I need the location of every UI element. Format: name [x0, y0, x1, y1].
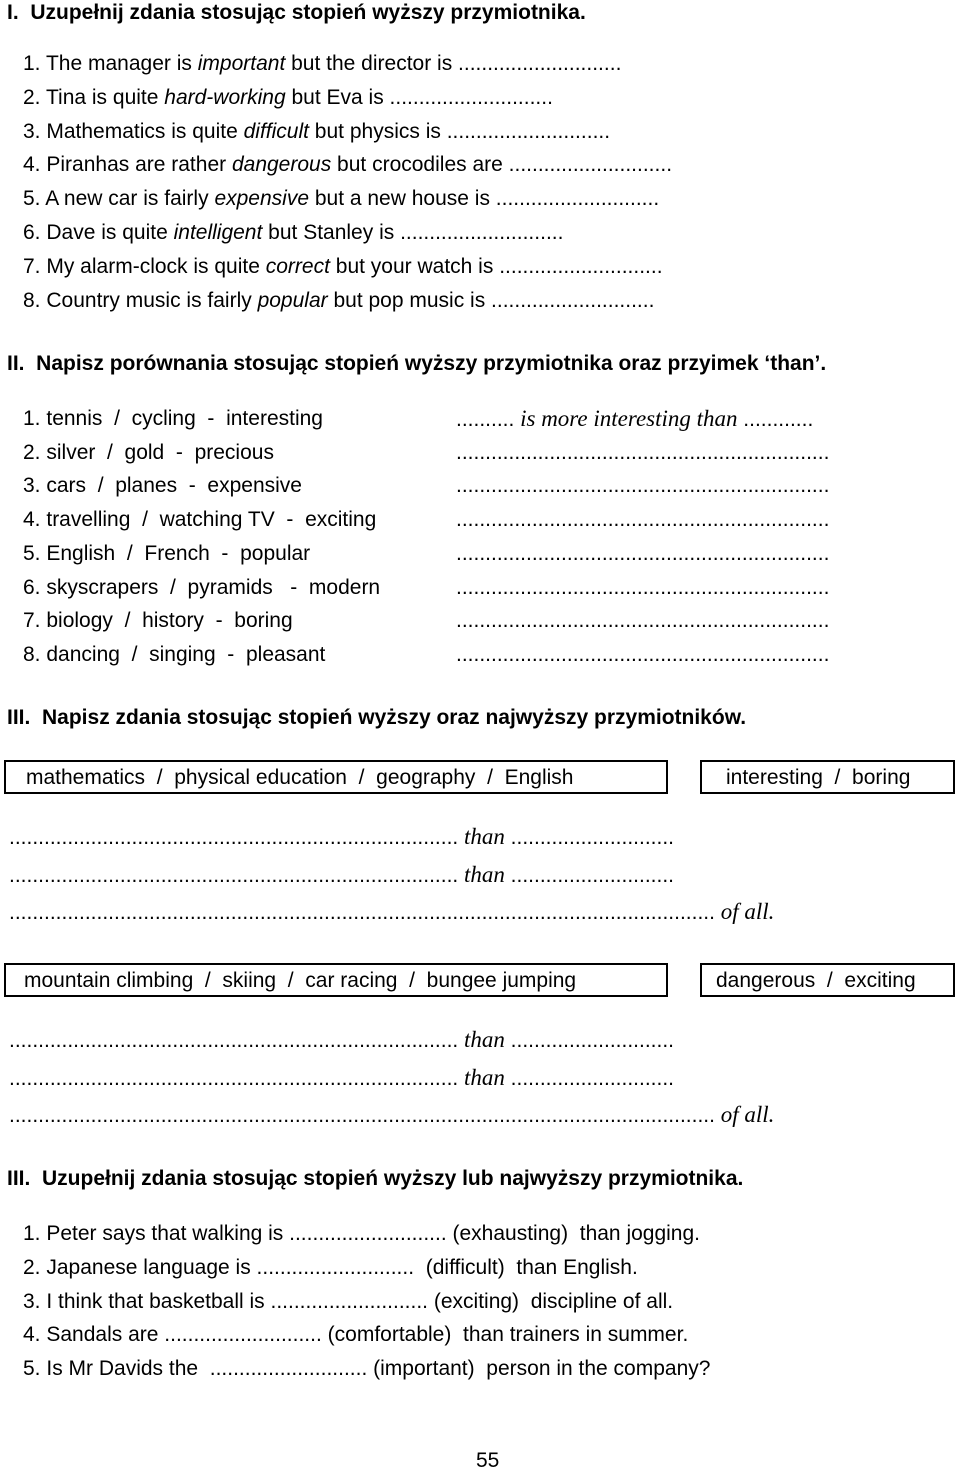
sentence-row [23, 120, 610, 144]
prompt-words: English / French - popular [46, 541, 311, 565]
item-number: 5. [23, 541, 41, 565]
sentence-row [23, 1357, 710, 1381]
comparison-prompt [23, 508, 376, 532]
answer-dots: ................................................................ [456, 508, 830, 532]
keyword: of all [714, 1103, 769, 1127]
adjective: hard-working [164, 85, 286, 109]
answer-dots: ............................................................................. [9, 1029, 459, 1052]
answer-dots: ............ [743, 408, 814, 431]
sentence-start: Is Mr Davids the [46, 1357, 210, 1381]
keyword: than [458, 862, 511, 887]
comparison-prompt [23, 576, 380, 600]
answer-dots: ......................................................................................................................... [9, 1104, 715, 1127]
prompt-words: travelling / watching TV - exciting [46, 508, 377, 532]
sentence-end: . [547, 85, 553, 109]
answer-blank: ........................... [458, 52, 616, 75]
write-line [9, 1103, 929, 1128]
item-number: 6. [23, 221, 41, 244]
item-number: 1. [23, 407, 41, 430]
answer-line [456, 576, 946, 600]
answer-blank: ........................... [495, 187, 654, 211]
answer-blank: ........................... [446, 119, 605, 143]
answer-dots: ................................................................ [456, 541, 830, 565]
section-4-heading: III. Uzupełnij zdania stosując stopień wyższy lub najwyższy przymiotnika. [7, 1167, 744, 1190]
comparison-prompt [23, 609, 293, 633]
keyword: of all [714, 900, 769, 924]
comparison-prompt [23, 441, 274, 465]
item-number: 4. [23, 153, 41, 177]
adjective: correct [265, 254, 330, 278]
sentence-row [23, 153, 672, 177]
adjective: difficult [243, 119, 309, 143]
item-number: 5. [23, 1357, 41, 1381]
sentence-row [23, 1323, 688, 1347]
answer-blank: ........................... [491, 288, 649, 312]
sentence-end: (important) person in the company? [367, 1357, 711, 1381]
sentence-row [23, 1256, 638, 1280]
sentence-end: . [557, 221, 564, 244]
sentence-end: . [768, 1103, 775, 1127]
section-2-heading: II. Napisz porównania stosując stopień wyższy przymiotnika oraz przyimek ‘than’. [7, 352, 827, 375]
sentence-start: My alarm-clock is quite [46, 254, 266, 278]
keyword: than [458, 1028, 511, 1052]
sentence-end: . [656, 254, 663, 278]
answer-dots: ............................................................................. [9, 826, 459, 849]
sentence-middle: but your watch is [329, 254, 500, 278]
sentence-middle: but Eva is [285, 85, 390, 109]
section-1-heading: I. Uzupełnij zdania stosując stopień wyższy przymiotnika. [7, 1, 586, 24]
answer-blank: ........................... [508, 153, 667, 177]
adjective: important [197, 52, 286, 75]
sentence-row [23, 86, 553, 110]
prompt-words: tennis / cycling - interesting [46, 407, 323, 430]
prompt-words: silver / gold - precious [46, 440, 274, 464]
answer-blank: ........................... [499, 254, 657, 278]
answer-dots: ............................ [510, 1066, 675, 1090]
sentence-end: . [648, 288, 655, 312]
item-number: 5. [23, 187, 41, 211]
sentence-end: . [615, 52, 622, 75]
answer-line [456, 609, 946, 633]
answer-line [456, 407, 946, 432]
answer-dots: ............................ [510, 863, 675, 887]
sentence-middle: but Stanley is [262, 221, 401, 244]
answer-dots: ................................................................ [456, 609, 830, 633]
sentence-start: The manager is [45, 52, 198, 75]
sentence-end: . [653, 187, 660, 211]
sentence-row [23, 52, 621, 76]
answer-dots: .......... [456, 408, 515, 431]
subjects-box-1: mathematics / physical education / geography / English [4, 760, 668, 794]
item-number: 2. [23, 85, 41, 109]
answer-dots: ............................................................................. [9, 863, 459, 887]
sentence-end: (comfortable) than trainers in summer. [321, 1323, 689, 1347]
sentence-middle: but the director is [285, 52, 459, 75]
answer-dots: ......................................................................................................................... [9, 901, 715, 924]
keyword: than [458, 1065, 511, 1090]
item-number: 3. [23, 1289, 41, 1313]
write-line [9, 863, 929, 888]
adjective: intelligent [173, 221, 263, 244]
sentence-start: Japanese language is [46, 1255, 257, 1279]
answer-blank: ........................... [289, 1222, 447, 1245]
answer-blank: ........................... [400, 221, 558, 244]
sentence-middle: but crocodiles are [331, 153, 509, 177]
answer-dots: ............................................................................. [9, 1066, 459, 1090]
item-number: 1. [23, 52, 41, 75]
sentence-start: A new car is fairly [45, 187, 215, 211]
sentence-row [23, 1222, 700, 1246]
answer-line [456, 508, 946, 532]
adjective: expensive [214, 187, 309, 211]
item-number: 7. [23, 609, 41, 633]
subjects-box-2: mountain climbing / skiing / car racing / bungee jumping [4, 963, 668, 997]
answer-dots: ............................ [510, 1029, 675, 1052]
write-line [9, 900, 929, 925]
item-number: 8. [23, 642, 41, 666]
answer-line [456, 542, 946, 566]
comparison-prompt [23, 407, 323, 431]
sentence-row [23, 289, 654, 313]
item-number: 3. [23, 119, 41, 143]
sentence-start: Dave is quite [46, 221, 174, 244]
item-number: 2. [23, 440, 41, 464]
answer-line [456, 643, 946, 667]
model-answer: is more interesting than [514, 407, 744, 431]
sentence-end: . [768, 900, 775, 924]
item-number: 2. [23, 1255, 41, 1279]
answer-dots: ................................................................ [456, 575, 830, 599]
sentence-start: Sandals are [46, 1323, 165, 1347]
sentence-start: Mathematics is quite [46, 119, 244, 143]
sentence-start: I think that basketball is [46, 1289, 271, 1313]
answer-blank: ........................... [209, 1357, 368, 1381]
write-line [9, 1066, 929, 1091]
answer-dots: ................................................................ [456, 474, 830, 498]
sentence-middle: but pop music is [327, 288, 492, 312]
page-number: 55 [476, 1449, 500, 1472]
sentence-start: Tina is quite [45, 85, 165, 109]
sentence-end: (exciting) discipline of all. [428, 1289, 674, 1313]
answer-dots: ................................................................ [456, 440, 830, 464]
comparison-prompt [23, 643, 325, 667]
sentence-row [23, 1290, 673, 1314]
sentence-row [23, 255, 663, 279]
sentence-middle: but physics is [308, 119, 447, 143]
answer-blank: ........................... [270, 1289, 429, 1313]
sentence-start: Peter says that walking is [46, 1222, 290, 1245]
answer-line [456, 441, 946, 465]
prompt-words: biology / history - boring [46, 609, 293, 633]
prompt-words: skyscrapers / pyramids - modern [46, 575, 381, 599]
sentence-start: Country music is fairly [46, 288, 258, 312]
adjectives-box-1: interesting / boring [700, 760, 955, 794]
sentence-start: Piranhas are rather [46, 153, 232, 177]
write-line [9, 1028, 929, 1053]
item-number: 7. [23, 254, 41, 278]
section-3-heading: III. Napisz zdania stosując stopień wyższy oraz najwyższy przymiotników. [7, 706, 747, 729]
adjective: dangerous [231, 153, 332, 177]
answer-blank: ........................... [389, 85, 548, 109]
adjective: popular [257, 288, 328, 312]
sentence-end: (difficult) than English. [414, 1255, 638, 1279]
answer-blank: ........................... [164, 1323, 322, 1347]
sentence-end: . [666, 153, 673, 177]
comparison-prompt [23, 474, 302, 498]
comparison-prompt [23, 542, 310, 566]
item-number: 3. [23, 474, 41, 498]
item-number: 8. [23, 288, 41, 312]
prompt-words: dancing / singing - pleasant [46, 642, 326, 666]
item-number: 1. [23, 1222, 41, 1245]
sentence-middle: but a new house is [309, 187, 496, 211]
item-number: 4. [23, 508, 41, 532]
sentence-row [23, 187, 659, 211]
answer-blank: ........................... [256, 1255, 415, 1279]
prompt-words: cars / planes - expensive [46, 474, 302, 498]
answer-line [456, 474, 946, 498]
item-number: 6. [23, 575, 41, 599]
adjectives-box-2: dangerous / exciting [700, 963, 955, 997]
keyword: than [458, 825, 511, 849]
sentence-row [23, 221, 563, 245]
answer-dots: ................................................................ [456, 642, 830, 666]
sentence-end: . [604, 119, 611, 143]
item-number: 4. [23, 1323, 41, 1347]
write-line [9, 825, 929, 850]
answer-dots: ............................ [510, 826, 675, 849]
sentence-end: (exhausting) than jogging. [446, 1222, 701, 1245]
